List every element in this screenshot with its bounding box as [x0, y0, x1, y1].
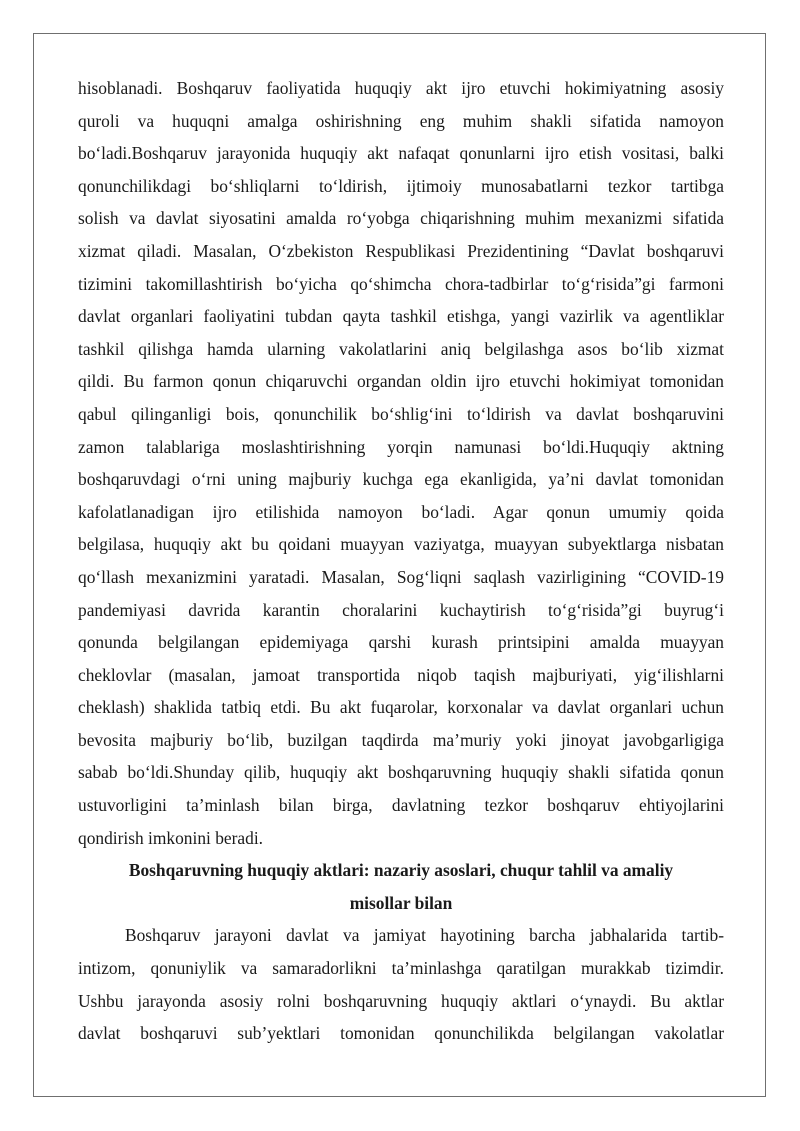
text-line: tizimini takomillashtirish bo‘yicha qo‘shimcha chora-tadbirlar to‘g‘risida”gi farmoni [78, 273, 724, 294]
heading-line: misollar bilan [349, 892, 453, 913]
paragraph-governance-process [78, 919, 724, 1049]
text-line: qildi. Bu farmon qonun chiqaruvchi organdan oldin ijro etuvchi hokimiyat tomonidan [78, 371, 724, 392]
text-line: xizmat qiladi. Masalan, O‘zbekiston Respublikasi Prezidentining “Davlat boshqaruvi [78, 240, 724, 261]
text-line: belgilasa, huquqiy akt bu qoidani muayyan vaziyatga, muayyan subyektlarga nisbatan [78, 534, 724, 555]
text-line: Boshqaruv jarayoni davlat va jamiyat hayotining barcha jabhalarida tartib- [125, 925, 724, 946]
text-line: qondirish imkonini beradi. [78, 827, 263, 848]
document-body [78, 72, 724, 1050]
text-line: davlat organlari faoliyatini tubdan qayta tashkil etishga, yangi vazirlik va agentliklar [78, 306, 724, 327]
text-line: hisoblanadi. Boshqaruv faoliyatida huquqiy akt ijro etuvchi hokimiyatning asosiy [78, 78, 724, 98]
text-line: cheklash) shaklida tatbiq etdi. Bu akt fuqarolar, korxonalar va davlat organlari uchun [78, 697, 724, 718]
text-line: qabul qilinganligi bois, qonunchilik bo‘shlig‘ini to‘ldirish va davlat boshqaruvini [78, 403, 724, 424]
text-line: bo‘ladi.Boshqaruv jarayonida huquqiy akt nafaqat qonunlarni ijro etish vositasi, balki [78, 143, 724, 164]
text-line: solish va davlat siyosatini amalda ro‘yobga chiqarishning muhim mexanizmi sifatida [78, 208, 724, 229]
text-line: quroli va huquqni amalga oshirishning eng muhim shakli sifatida namoyon [78, 110, 724, 131]
heading-line: Boshqaruvning huquqiy aktlari: nazariy asoslari, chuqur tahlil va amaliy [128, 860, 674, 881]
text-line: bevosita majburiy bo‘lib, buzilgan taqdirda ma’muriy yoki jinoyat javobgarligiga [78, 729, 724, 750]
text-line: qonunda belgilangan epidemiyaga qarshi kurash printsipini amalda muayyan [78, 632, 724, 653]
text-line: cheklovlar (masalan, jamoat transportida niqob taqish majburiyati, yig‘ilishlarni [78, 664, 724, 685]
text-line: ustuvorligini ta’minlash bilan birga, davlatning tezkor boshqaruv ehtiyojlarini [78, 795, 724, 816]
text-line: kafolatlanadigan ijro etilishida namoyon bo‘ladi. Agar qonun umumiy qoida [78, 501, 724, 522]
text-line: qonunchilikdagi bo‘shliqlarni to‘ldirish, ijtimoiy munosabatlarni tezkor tartibga [78, 175, 724, 196]
text-line: pandemiyasi davrida karantin choralarini kuchaytirish to‘g‘risida”gi buyrug‘i [78, 599, 724, 620]
paragraph-legal-acts-role [78, 72, 724, 854]
text-line: zamon talablariga moslashtirishning yorqin namunasi bo‘ldi.Huquqiy aktning [78, 436, 724, 457]
text-line: davlat boshqaruvi sub’yektlari tomonidan qonunchilikda belgilangan vakolatlar [78, 1023, 724, 1044]
text-line: boshqaruvdagi o‘rni uning majburiy kuchga ega ekanligida, ya’ni davlat tomonidan [78, 469, 724, 490]
section-heading [78, 854, 724, 919]
text-line: intizom, qonuniylik va samaradorlikni ta’minlashga qaratilgan murakkab tizimdir. [78, 958, 724, 979]
text-line: qo‘llash mexanizmini yaratadi. Masalan, Sog‘liqni saqlash vazirligining “COVID-19 [78, 566, 724, 587]
text-line: sabab bo‘ldi.Shunday qilib, huquqiy akt boshqaruvning huquqiy shakli sifatida qonun [78, 762, 724, 783]
text-line: Ushbu jarayonda asosiy rolni boshqaruvning huquqiy aktlari o‘ynaydi. Bu aktlar [78, 990, 724, 1011]
text-line: tashkil qilishga hamda ularning vakolatlarini aniq belgilashga asos bo‘lib xizmat [78, 338, 724, 359]
